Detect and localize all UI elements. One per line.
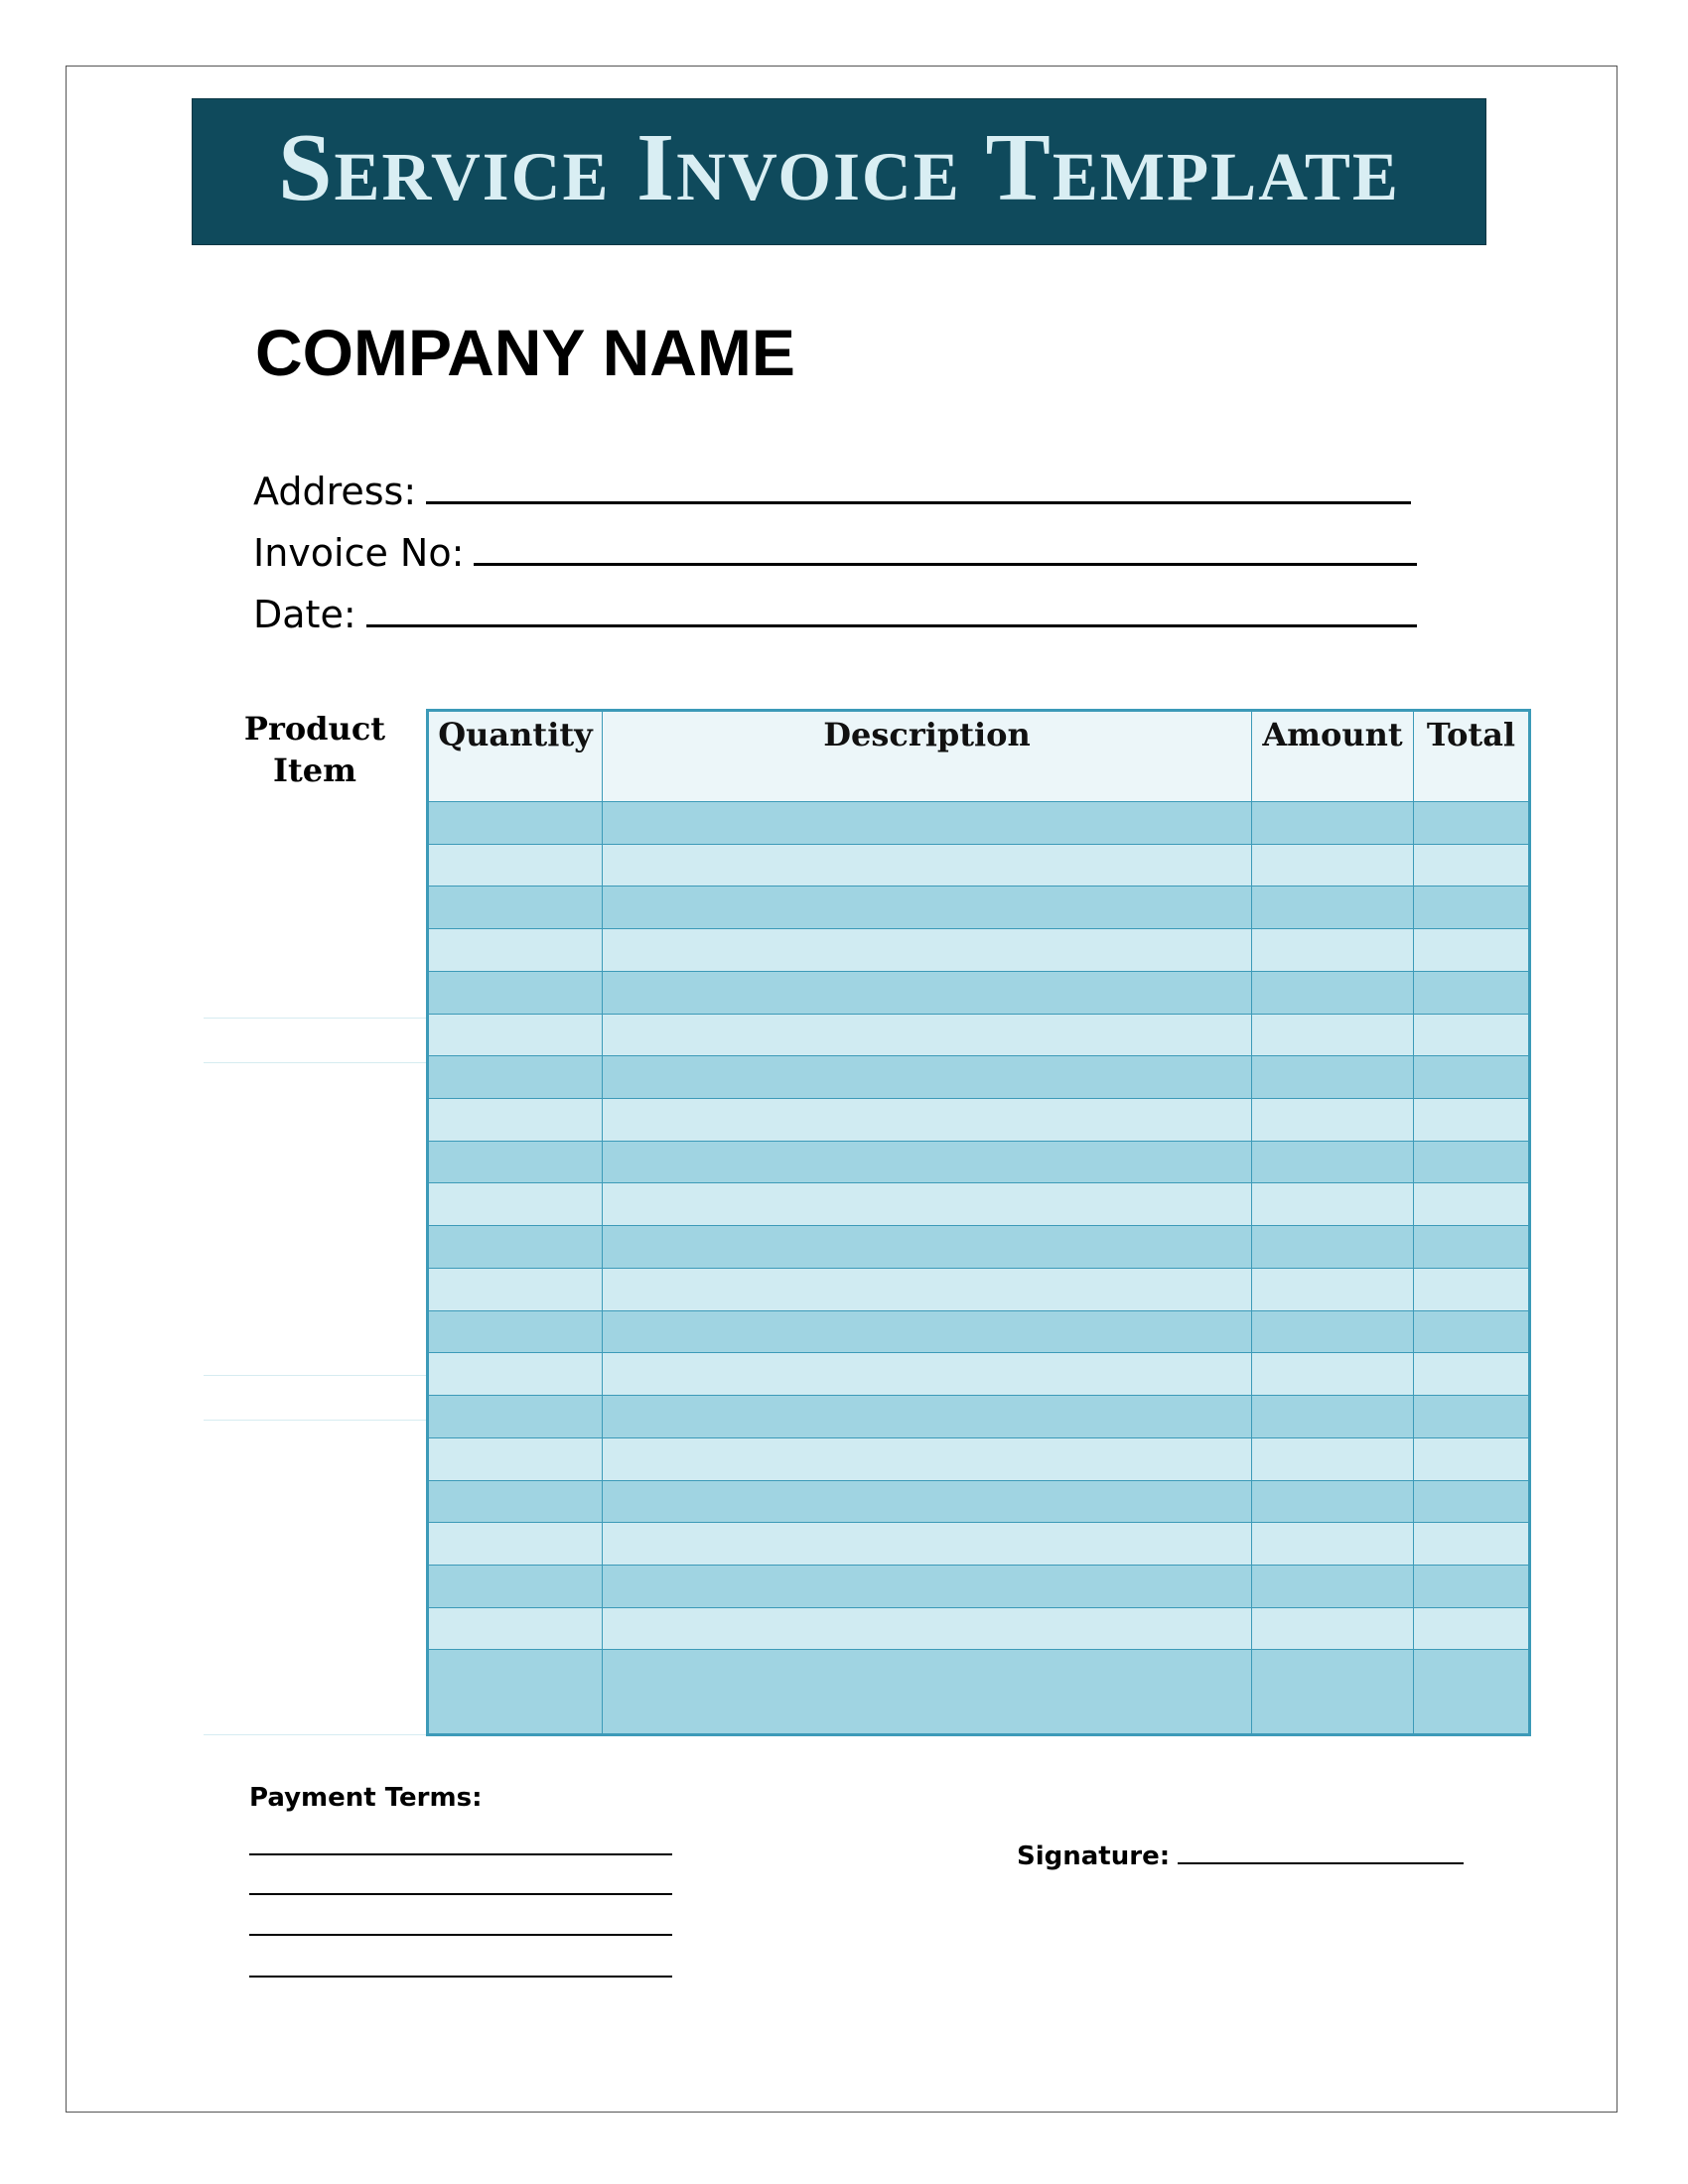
title-banner [192, 98, 1486, 245]
quantity-cell[interactable] [428, 1014, 603, 1056]
total-cell[interactable] [1414, 971, 1530, 1014]
amount-cell[interactable] [1252, 1523, 1414, 1566]
total-cell[interactable] [1414, 1480, 1530, 1523]
amount-cell[interactable] [1252, 1607, 1414, 1650]
product-item-header: Product Item [243, 710, 386, 789]
table-row [428, 1565, 1530, 1607]
description-cell[interactable] [603, 1480, 1252, 1523]
amount-cell[interactable] [1252, 1437, 1414, 1480]
table-row [428, 1226, 1530, 1269]
quantity-cell[interactable] [428, 1607, 603, 1650]
product-divider [204, 1420, 426, 1421]
invoice-table [426, 709, 1531, 1736]
table-row [428, 1523, 1530, 1566]
payment-terms-line[interactable] [249, 1853, 672, 1855]
table-row [428, 1183, 1530, 1226]
total-cell[interactable] [1414, 1226, 1530, 1269]
amount-cell[interactable] [1252, 1650, 1414, 1735]
document-title: Service Invoice Template [278, 114, 1400, 221]
total-cell[interactable] [1414, 802, 1530, 845]
total-cell[interactable] [1414, 1099, 1530, 1142]
product-divider [204, 1062, 426, 1063]
table-row [428, 1396, 1530, 1438]
description-cell[interactable] [603, 1014, 1252, 1056]
invoice-no-label: Invoice No: [253, 531, 465, 575]
quantity-cell[interactable] [428, 1353, 603, 1396]
table-row [428, 1437, 1530, 1480]
description-cell[interactable] [603, 1056, 1252, 1099]
quantity-cell[interactable] [428, 1141, 603, 1183]
table-row [428, 802, 1530, 845]
quantity-cell[interactable] [428, 844, 603, 887]
total-cell[interactable] [1414, 1607, 1530, 1650]
product-divider [204, 1734, 426, 1735]
quantity-cell[interactable] [428, 802, 603, 845]
quantity-cell[interactable] [428, 1437, 603, 1480]
amount-cell[interactable] [1252, 844, 1414, 887]
description-cell[interactable] [603, 1310, 1252, 1353]
description-cell[interactable] [603, 844, 1252, 887]
amount-cell[interactable] [1252, 1141, 1414, 1183]
quantity-cell[interactable] [428, 971, 603, 1014]
signature-field[interactable] [1017, 1841, 1464, 1871]
amount-cell[interactable] [1252, 929, 1414, 972]
quantity-header: Quantity [428, 711, 603, 802]
quantity-cell[interactable] [428, 1268, 603, 1310]
address-input-line[interactable] [426, 472, 1411, 504]
amount-cell[interactable] [1252, 1056, 1414, 1099]
invoice-no-field[interactable] [253, 531, 1417, 575]
description-cell[interactable] [603, 1141, 1252, 1183]
amount-cell[interactable] [1252, 1353, 1414, 1396]
payment-terms-label: Payment Terms: [249, 1783, 483, 1813]
quantity-cell[interactable] [428, 1310, 603, 1353]
amount-cell[interactable] [1252, 1099, 1414, 1142]
product-divider [204, 1375, 426, 1376]
total-cell[interactable] [1414, 1353, 1530, 1396]
invoice-no-input-line[interactable] [474, 533, 1417, 566]
amount-cell[interactable] [1252, 1226, 1414, 1269]
table-row [428, 1099, 1530, 1142]
total-cell[interactable] [1414, 1565, 1530, 1607]
quantity-cell[interactable] [428, 887, 603, 929]
amount-cell[interactable] [1252, 1014, 1414, 1056]
total-cell[interactable] [1414, 1014, 1530, 1056]
date-input-line[interactable] [366, 595, 1417, 627]
table-row [428, 1480, 1530, 1523]
total-cell[interactable] [1414, 1268, 1530, 1310]
total-cell[interactable] [1414, 887, 1530, 929]
date-label: Date: [253, 593, 356, 636]
description-cell[interactable] [603, 1523, 1252, 1566]
table-row [428, 1141, 1530, 1183]
total-cell[interactable] [1414, 1437, 1530, 1480]
amount-cell[interactable] [1252, 1183, 1414, 1226]
date-field[interactable] [253, 593, 1417, 636]
signature-line[interactable] [1178, 1841, 1464, 1864]
description-cell[interactable] [603, 1607, 1252, 1650]
address-field[interactable] [253, 470, 1411, 513]
table-row [428, 929, 1530, 972]
description-cell[interactable] [603, 1396, 1252, 1438]
table-row [428, 1310, 1530, 1353]
table-row [428, 844, 1530, 887]
description-header: Description [603, 711, 1252, 802]
table-row [428, 1056, 1530, 1099]
total-cell[interactable] [1414, 844, 1530, 887]
quantity-cell[interactable] [428, 1480, 603, 1523]
payment-terms-line[interactable] [249, 1893, 672, 1895]
description-cell[interactable] [603, 1183, 1252, 1226]
description-cell[interactable] [603, 1650, 1252, 1735]
amount-cell[interactable] [1252, 1268, 1414, 1310]
amount-cell[interactable] [1252, 1310, 1414, 1353]
description-cell[interactable] [603, 1353, 1252, 1396]
quantity-cell[interactable] [428, 1226, 603, 1269]
payment-terms-line[interactable] [249, 1976, 672, 1978]
table-row [428, 1353, 1530, 1396]
total-cell[interactable] [1414, 1141, 1530, 1183]
description-cell[interactable] [603, 1226, 1252, 1269]
quantity-cell[interactable] [428, 1099, 603, 1142]
quantity-cell[interactable] [428, 929, 603, 972]
description-cell[interactable] [603, 887, 1252, 929]
total-cell[interactable] [1414, 1396, 1530, 1438]
amount-cell[interactable] [1252, 1396, 1414, 1438]
table-header-row [428, 711, 1530, 802]
description-cell[interactable] [603, 1565, 1252, 1607]
quantity-cell[interactable] [428, 1396, 603, 1438]
table-row [428, 971, 1530, 1014]
amount-cell[interactable] [1252, 887, 1414, 929]
amount-cell[interactable] [1252, 1565, 1414, 1607]
table-row [428, 887, 1530, 929]
total-cell[interactable] [1414, 1650, 1530, 1735]
total-cell[interactable] [1414, 1056, 1530, 1099]
total-cell[interactable] [1414, 1523, 1530, 1566]
total-cell[interactable] [1414, 1310, 1530, 1353]
total-cell[interactable] [1414, 1183, 1530, 1226]
table-row [428, 1268, 1530, 1310]
description-cell[interactable] [603, 1099, 1252, 1142]
table-row [428, 1014, 1530, 1056]
table-body [428, 802, 1530, 1735]
payment-terms-line[interactable] [249, 1934, 672, 1936]
amount-cell[interactable] [1252, 971, 1414, 1014]
description-cell[interactable] [603, 971, 1252, 1014]
table-row [428, 1607, 1530, 1650]
quantity-cell[interactable] [428, 1056, 603, 1099]
table-row [428, 1650, 1530, 1735]
description-cell[interactable] [603, 1268, 1252, 1310]
signature-label: Signature: [1017, 1842, 1171, 1871]
amount-header: Amount [1252, 711, 1414, 802]
quantity-cell[interactable] [428, 1523, 603, 1566]
amount-cell[interactable] [1252, 1480, 1414, 1523]
total-header: Total [1414, 711, 1530, 802]
company-name: COMPANY NAME [255, 316, 795, 389]
quantity-cell[interactable] [428, 1650, 603, 1735]
amount-cell[interactable] [1252, 802, 1414, 845]
address-label: Address: [253, 470, 417, 513]
total-cell[interactable] [1414, 929, 1530, 972]
description-cell[interactable] [603, 802, 1252, 845]
quantity-cell[interactable] [428, 1565, 603, 1607]
description-cell[interactable] [603, 929, 1252, 972]
quantity-cell[interactable] [428, 1183, 603, 1226]
description-cell[interactable] [603, 1437, 1252, 1480]
product-divider [204, 1018, 426, 1019]
